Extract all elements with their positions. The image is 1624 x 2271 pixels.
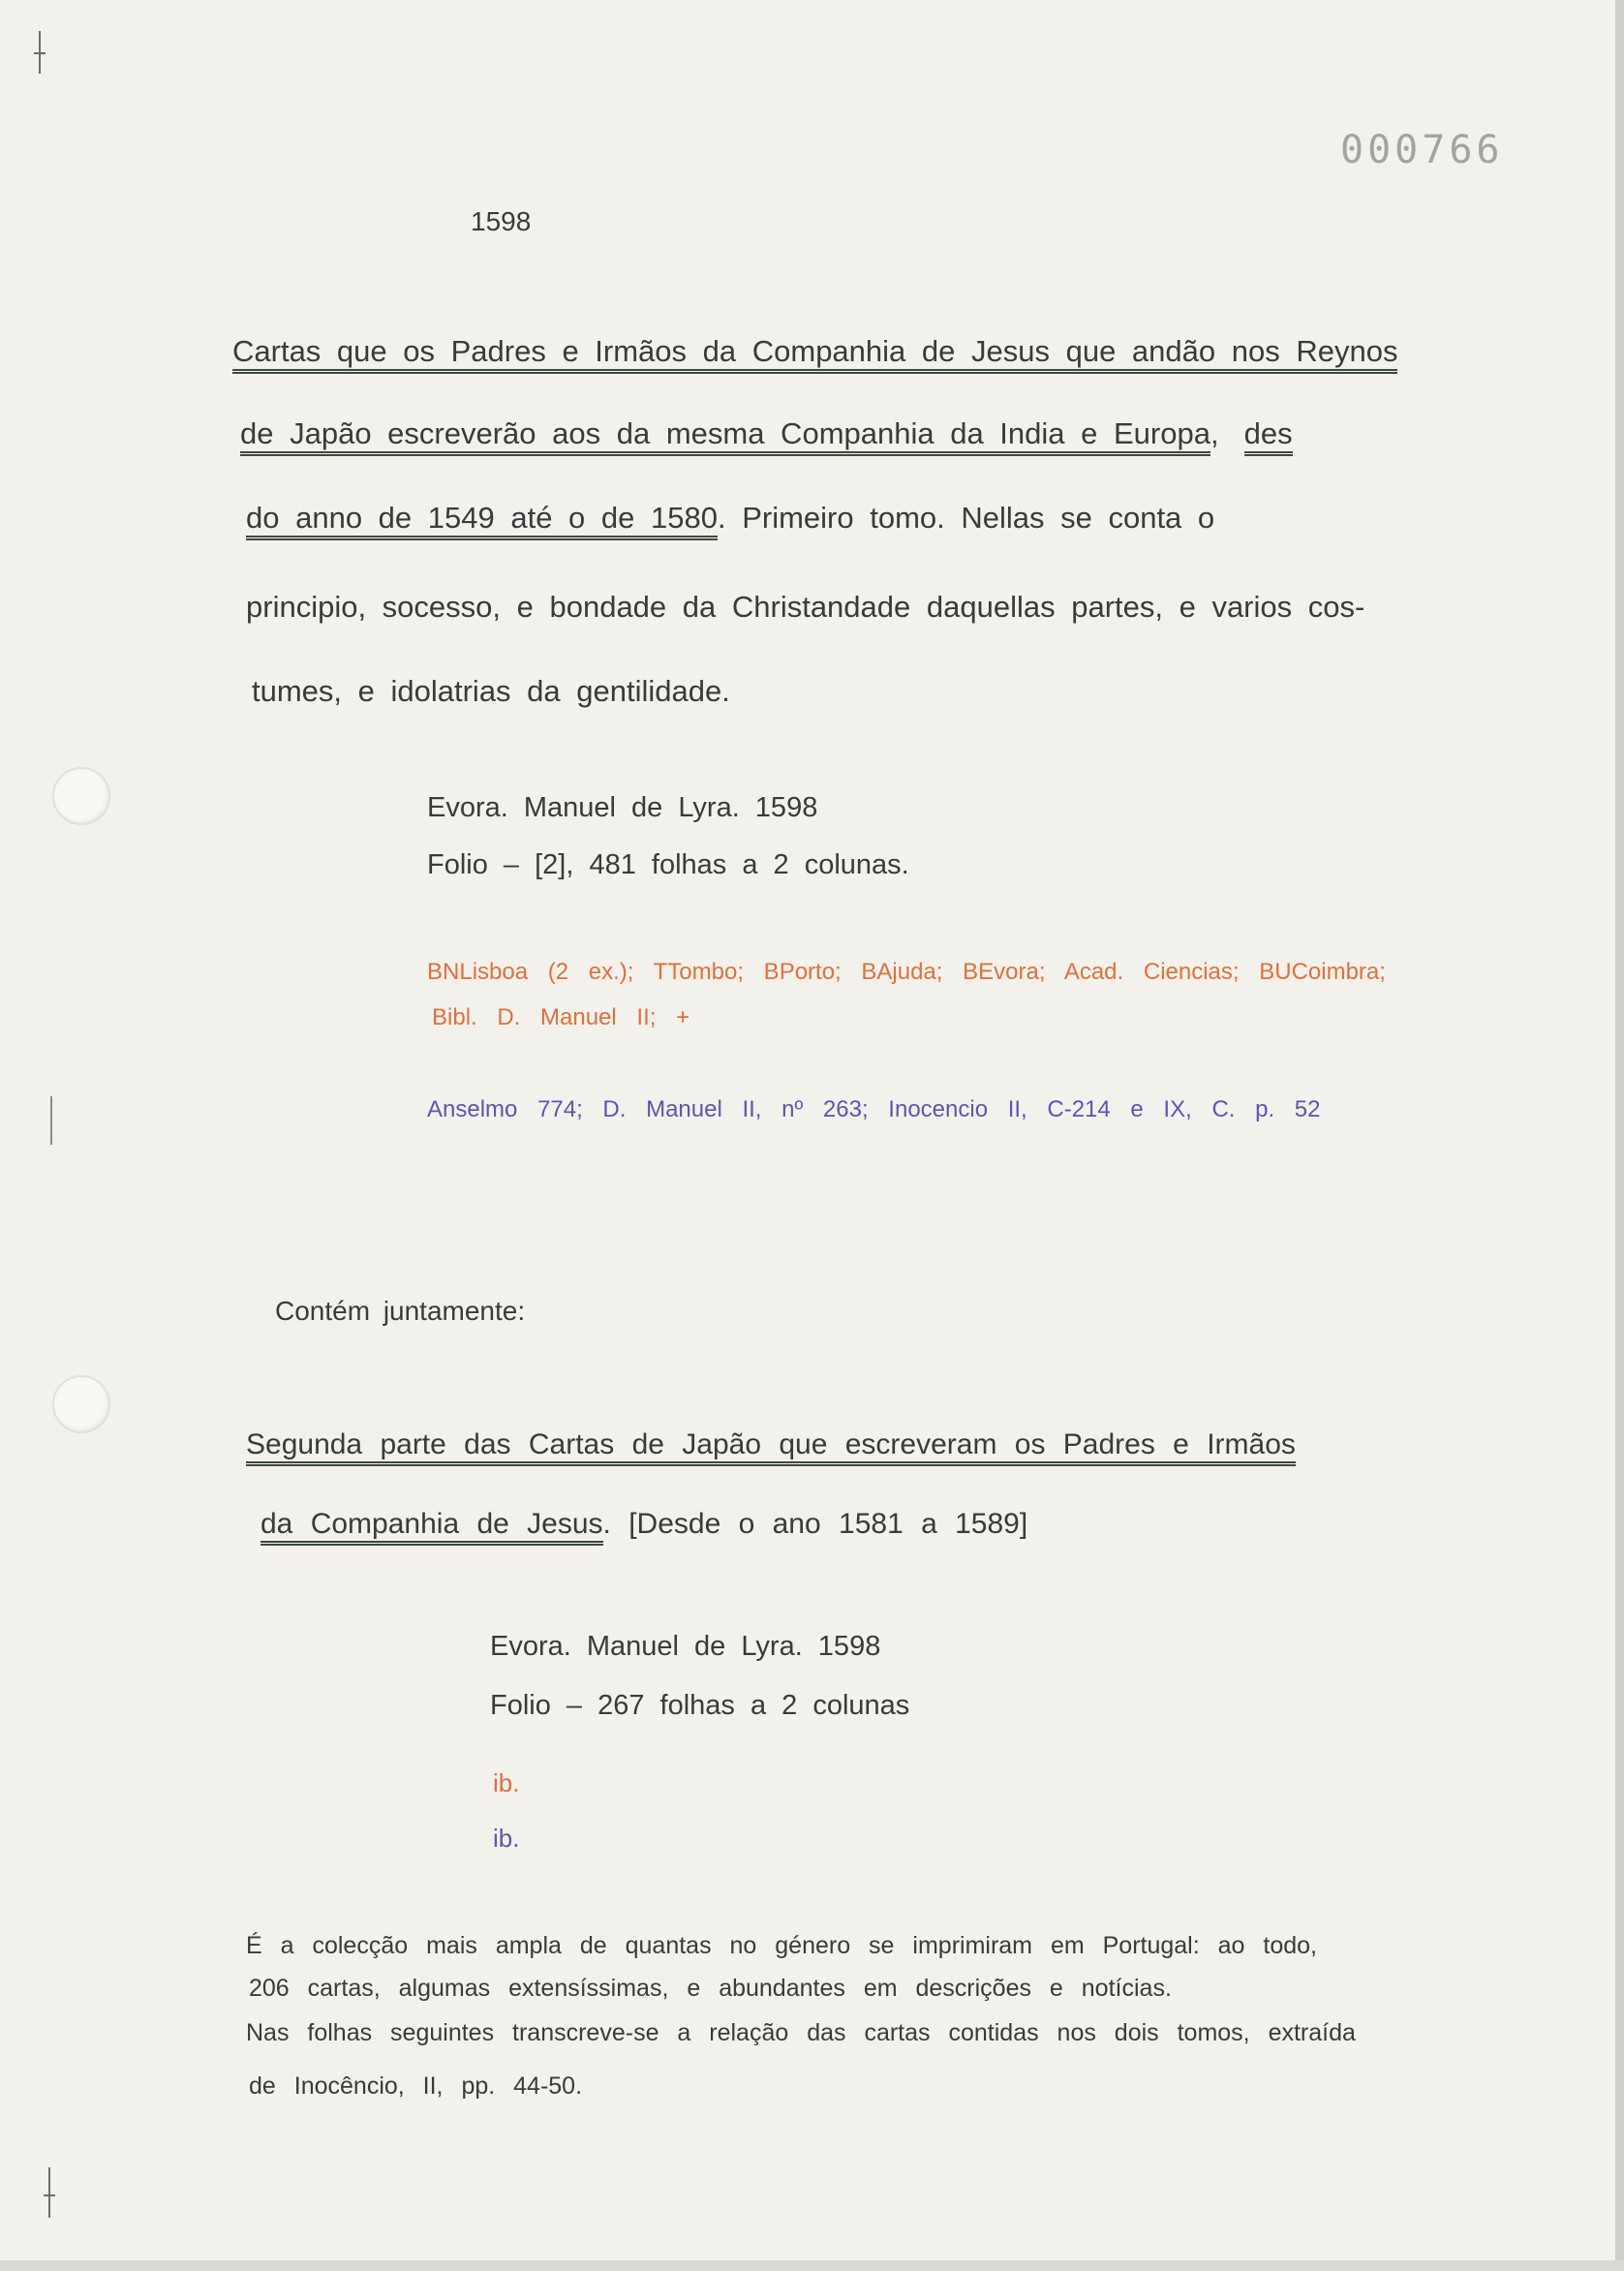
note-line: Nas folhas seguintes transcreve-se a relação das cartas contidas nos dois tomos, extraída [246,2019,1356,2046]
title-underlined-text: de Japão escreverão aos da mesma Companhia da India e Europa [240,416,1210,456]
holdings-ibid: ib. [493,1768,520,1797]
margin-mark [48,2167,50,2218]
title-line-4: principio, socesso, e bondade da Christandade daquellas partes, e varios cos- [246,590,1365,624]
page-bottom-edge [0,2260,1624,2271]
note-line: 206 cartas, algumas extensíssimas, e abundantes em descrições e notícias. [249,1975,1172,2002]
title-text: . Primeiro tomo. Nellas se conta o [717,501,1215,535]
title-line-3 [246,500,1214,536]
format-line: Folio – 267 folhas a 2 colunas [490,1690,910,1721]
note-line: É a colecção mais ampla de quantas no género se imprimiram em Portugal: ao todo, [246,1932,1317,1959]
archive-number-stamp: 000766 [1340,128,1504,172]
title-underlined-text: do anno de 1549 até o de 1580 [246,501,718,540]
page-edge-shadow [1615,0,1624,2271]
title-underlined-text: des [1244,416,1293,456]
year-heading: 1598 [471,206,532,236]
title-underlined-text: Cartas que os Padres e Irmãos da Companhia de Jesus que andão nos Reynos [232,334,1397,374]
title-text: , [1210,416,1219,450]
references-ibid: ib. [493,1824,520,1853]
title-line-1 [232,333,1397,369]
margin-mark [39,31,41,74]
note-line: de Inocêncio, II, pp. 44-50. [249,2072,583,2100]
holdings-line: Bibl. D. Manuel II; + [432,1004,690,1030]
contains-heading: Contém juntamente: [275,1296,526,1326]
punch-hole [52,1375,110,1433]
title-text: . [Desde o ano 1581 a 1589] [602,1508,1028,1540]
punch-hole [52,767,110,825]
imprint-line: Evora. Manuel de Lyra. 1598 [490,1631,881,1662]
format-line: Folio – [2], 481 folhas a 2 colunas. [427,849,909,880]
title-line-2 [240,415,1293,451]
second-title-line-1 [246,1427,1296,1462]
references-line: Anselmo 774; D. Manuel II, nº 263; Inocencio II, C-214 e IX, C. p. 52 [427,1096,1321,1122]
title-underlined-text: da Companhia de Jesus [260,1508,603,1546]
second-title-line-2 [260,1507,1027,1542]
holdings-line: BNLisboa (2 ex.); TTombo; BPorto; BAjuda; BEvora; Acad. Ciencias; BUCoimbra; [427,959,1386,985]
title-underlined-text: Segunda parte das Cartas de Japão que escreveram os Padres e Irmãos [246,1428,1296,1466]
margin-mark [50,1096,52,1145]
title-line-5: tumes, e idolatrias da gentilidade. [252,674,730,708]
imprint-line: Evora. Manuel de Lyra. 1598 [427,792,818,823]
